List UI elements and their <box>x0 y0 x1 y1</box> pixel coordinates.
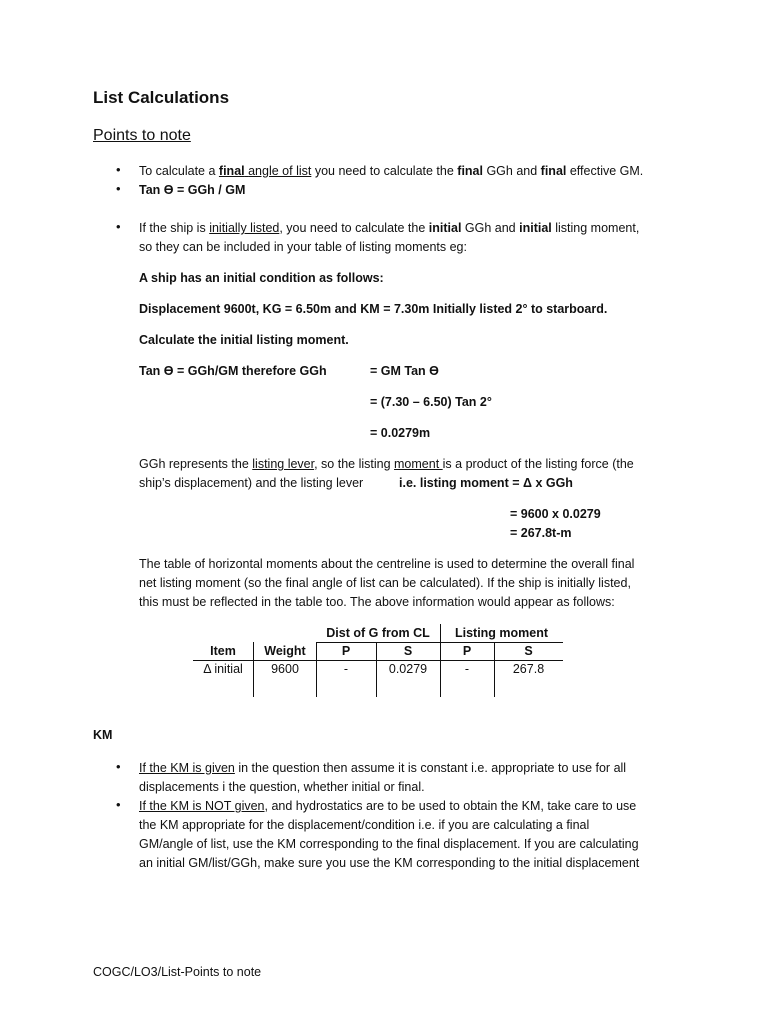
moment-calc-line-2: = 267.8t-m <box>510 526 572 540</box>
table-group-dist-g: Dist of G from CL <box>326 626 430 640</box>
example-task: Calculate the initial listing moment. <box>139 333 349 347</box>
bullet-marker: • <box>116 759 121 774</box>
bullet-marker: • <box>116 219 121 234</box>
km-bullet-not-given: If the KM is NOT given, and hydrostatics are to be used to obtain the KM, take care to use <box>139 799 637 813</box>
page-title: List Calculations <box>93 88 230 107</box>
table-header-moment-s: S <box>524 644 533 658</box>
equation-line-1: Tan ϴ = GGh/GM therefore GGh <box>139 364 327 378</box>
table-divider <box>440 624 441 697</box>
table-header-item: Item <box>210 644 236 658</box>
table-rule <box>193 660 563 661</box>
example-intro: A ship has an initial condition as follows: <box>139 271 384 285</box>
table-paragraph-line-3: this must be reflected in the table too. The above information would appear as follows: <box>139 595 615 609</box>
table-cell-dist-s: 0.0279 <box>388 662 428 676</box>
table-divider <box>253 642 254 697</box>
km-heading: KM <box>93 728 113 742</box>
km-bullet-not-given-line2: the KM appropriate for the displacement/condition i.e. if you are calculating a final <box>139 818 590 832</box>
table-header-dist-p: P <box>341 644 351 658</box>
bullet-marker: • <box>116 797 121 812</box>
table-cell-dist-p: - <box>343 662 349 676</box>
table-divider <box>376 642 377 697</box>
table-cell-moment-p: - <box>464 662 470 676</box>
bullet-initial-listed-line2: so they can be included in your table of listing moments eg: <box>139 240 467 254</box>
page-footer: COGC/LO3/List-Points to note <box>93 965 262 979</box>
table-paragraph-line-1: The table of horizontal moments about the centreline is used to determine the overall final <box>139 557 635 571</box>
table-cell-item: Δ initial <box>203 662 243 676</box>
km-bullet-given: If the KM is given in the question then assume it is constant i.e. appropriate to use for all <box>139 761 627 775</box>
km-bullet-given-line2: displacements i the question, whether initial or final. <box>139 780 425 794</box>
km-bullet-not-given-line4: an initial GM/list/GGh, make sure you use the KM corresponding to the initial displacement <box>139 856 640 870</box>
moment-calc-line-1: = 9600 x 0.0279 <box>510 507 601 521</box>
listing-moment-formula: i.e. listing moment = Δ x GGh <box>399 476 573 490</box>
table-divider <box>494 642 495 697</box>
equation-line-2: = (7.30 – 6.50) Tan 2° <box>370 395 492 409</box>
table-group-listing-moment: Listing moment <box>454 626 549 640</box>
section-subtitle: Points to note <box>93 127 191 144</box>
bullet-marker: • <box>116 181 121 196</box>
table-header-weight: Weight <box>264 644 306 658</box>
table-paragraph-line-2: net listing moment (so the final angle of list can be calculated). If the ship is initially listed, <box>139 576 631 590</box>
ggh-explanation: GGh represents the listing lever, so the listing moment is a product of the listing force (the <box>139 457 634 471</box>
table-divider <box>316 642 317 697</box>
ggh-explanation-line2: ship’s displacement) and the listing lever <box>139 476 364 490</box>
equation-line-1-result: = GM Tan ϴ <box>370 364 439 378</box>
bullet-marker: • <box>116 162 121 177</box>
table-header-moment-p: P <box>462 644 472 658</box>
km-bullet-not-given-line3: GM/angle of list, use the KM corresponding to the final displacement. If you are calculating <box>139 837 639 851</box>
bullet-tan-formula: Tan ϴ = GGh / GM <box>139 183 246 197</box>
equation-line-3: = 0.0279m <box>370 426 431 440</box>
example-given: Displacement 9600t, KG = 6.50m and KM = 7.30m Initially listed 2° to starboard. <box>139 302 608 316</box>
table-header-dist-s: S <box>403 644 413 658</box>
bullet-initial-listed: If the ship is initially listed, you need to calculate the initial GGh and initial listing moment, <box>139 221 640 235</box>
bullet-final-angle: To calculate a final angle of list you need to calculate the final GGh and final effective GM. <box>139 164 644 178</box>
table-cell-weight: 9600 <box>271 662 299 676</box>
table-cell-moment-s: 267.8 <box>512 662 545 676</box>
